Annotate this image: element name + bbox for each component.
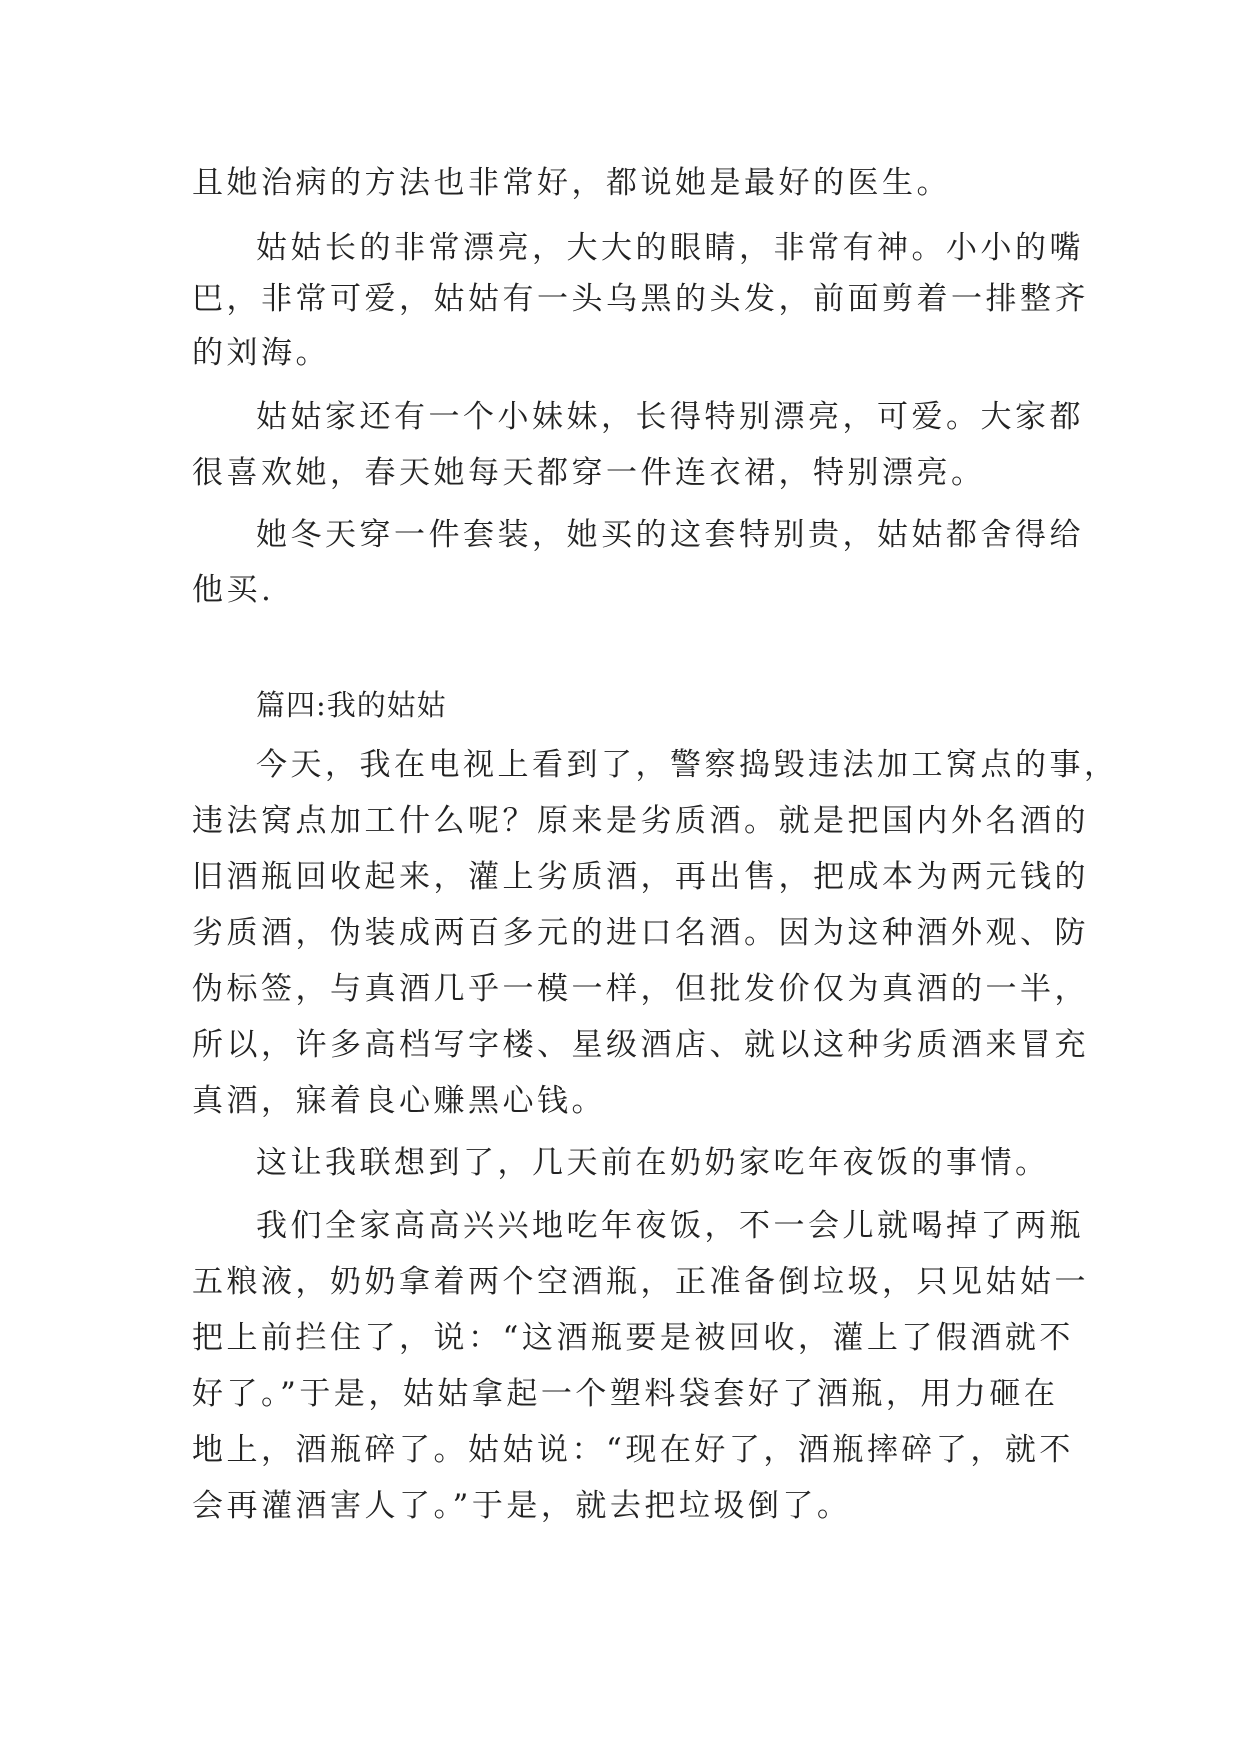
section-heading: 篇四:我的姑姑 (256, 688, 447, 722)
text-line: 五粮液，奶奶拿着两个空酒瓶，正准备倒垃圾，只见姑姑一 (192, 1264, 1089, 1300)
text-line: 这让我联想到了，几天前在奶奶家吃年夜饭的事情。 (256, 1145, 1050, 1181)
text-line: 把上前拦住了，说：“这酒瓶要是被回收，灌上了假酒就不 (192, 1320, 1074, 1356)
text-line: 地上，酒瓶碎了。姑姑说：“现在好了，酒瓶摔碎了，就不 (192, 1432, 1074, 1468)
text-line: 好了。”于是，姑姑拿起一个塑料袋套好了酒瓶，用力砸在 (192, 1376, 1059, 1412)
text-line: 姑姑家还有一个小妹妹，长得特别漂亮，可爱。大家都 (256, 399, 1084, 435)
text-line: 姑姑长的非常漂亮，大大的眼睛，非常有神。小小的嘴 (256, 230, 1084, 266)
text-line: 所以，许多高档写字楼、星级酒店、就以这种劣质酒来冒充 (192, 1027, 1089, 1063)
text-line: 旧酒瓶回收起来，灌上劣质酒，再出售，把成本为两元钱的 (192, 859, 1089, 895)
text-line: 的刘海。 (192, 335, 330, 371)
text-line: 很喜欢她，春天她每天都穿一件连衣裙，特别漂亮。 (192, 455, 986, 491)
text-line: 她冬天穿一件套装，她买的这套特别贵，姑姑都舍得给 (256, 517, 1084, 553)
text-line: 今天，我在电视上看到了，警察捣毁违法加工窝点的事， (256, 747, 1119, 783)
text-line: 劣质酒，伪装成两百多元的进口名酒。因为这种酒外观、防 (192, 915, 1089, 951)
text-line: 巴，非常可爱，姑姑有一头乌黑的头发，前面剪着一排整齐 (192, 281, 1089, 317)
text-line: 会再灌酒害人了。”于是，就去把垃圾倒了。 (192, 1488, 852, 1524)
text-line: 我们全家高高兴兴地吃年夜饭，不一会儿就喝掉了两瓶 (256, 1208, 1084, 1244)
text-line: 违法窝点加工什么呢？原来是劣质酒。就是把国内外名酒的 (192, 803, 1089, 839)
text-line: 他买. (192, 572, 275, 608)
text-line: 伪标签，与真酒几乎一模一样，但批发价仅为真酒的一半， (192, 971, 1089, 1007)
text-line: 真酒，寐着良心赚黑心钱。 (192, 1083, 606, 1119)
text-line: 且她治病的方法也非常好，都说她是最好的医生。 (192, 165, 951, 201)
